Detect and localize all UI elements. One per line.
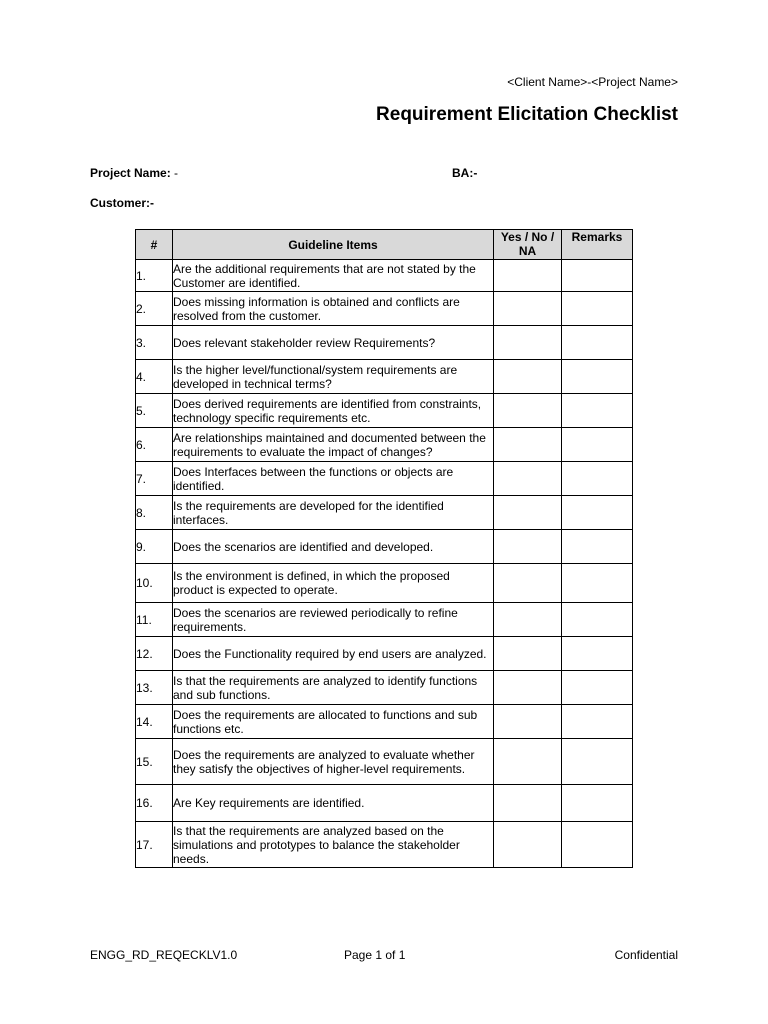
remarks-cell[interactable] [562, 530, 633, 564]
yes-no-na-cell[interactable] [494, 637, 562, 671]
remarks-cell[interactable] [562, 326, 633, 360]
yes-no-na-cell[interactable] [494, 428, 562, 462]
guideline-item: Does missing information is obtained and conflicts are resolved from the customer. [173, 292, 494, 326]
table-header-row [136, 230, 633, 260]
table-row [136, 462, 633, 496]
guideline-item: Is that the requirements are analyzed to identify functions and sub functions. [173, 671, 494, 705]
guideline-item: Is the requirements are developed for the identified interfaces. [173, 496, 494, 530]
guideline-item: Are Key requirements are identified. [173, 785, 494, 822]
table-row [136, 603, 633, 637]
project-name-label: Project Name: [90, 166, 171, 180]
row-number: 6. [136, 428, 173, 462]
row-number: 13. [136, 671, 173, 705]
page-number: Page 1 of 1 [344, 948, 406, 962]
row-number: 5. [136, 394, 173, 428]
remarks-cell[interactable] [562, 462, 633, 496]
remarks-cell[interactable] [562, 292, 633, 326]
table-row [136, 785, 633, 822]
guideline-item: Does the requirements are allocated to functions and sub functions etc. [173, 705, 494, 739]
guideline-item: Does the Functionality required by end users are analyzed. [173, 637, 494, 671]
remarks-cell[interactable] [562, 428, 633, 462]
table-row [136, 822, 633, 868]
row-number: 12. [136, 637, 173, 671]
column-header-remarks: Remarks [562, 230, 633, 260]
table-row [136, 530, 633, 564]
document-id: ENGG_RD_REQECKLV1.0 [90, 948, 238, 962]
table-row [136, 394, 633, 428]
row-number: 15. [136, 739, 173, 785]
customer-field [90, 196, 154, 210]
yes-no-na-cell[interactable] [494, 705, 562, 739]
yes-no-na-cell[interactable] [494, 739, 562, 785]
guideline-item: Does Interfaces between the functions or objects are identified. [173, 462, 494, 496]
yes-no-na-cell[interactable] [494, 822, 562, 868]
table-row [136, 360, 633, 394]
remarks-cell[interactable] [562, 637, 633, 671]
remarks-cell[interactable] [562, 360, 633, 394]
guideline-item: Is that the requirements are analyzed based on the simulations and prototypes to balance the stakeholder needs. [173, 822, 494, 868]
yes-no-na-cell[interactable] [494, 360, 562, 394]
row-number: 3. [136, 326, 173, 360]
table-row [136, 637, 633, 671]
row-number: 7. [136, 462, 173, 496]
row-number: 17. [136, 822, 173, 868]
table-row [136, 705, 633, 739]
remarks-cell[interactable] [562, 822, 633, 868]
guideline-item: Does the requirements are analyzed to evaluate whether they satisfy the objectives of higher-level requirements. [173, 739, 494, 785]
row-number: 8. [136, 496, 173, 530]
yes-no-na-cell[interactable] [494, 326, 562, 360]
column-header-number: # [136, 230, 173, 260]
yes-no-na-cell[interactable] [494, 394, 562, 428]
row-number: 4. [136, 360, 173, 394]
ba-field [452, 166, 477, 180]
project-name-value: - [174, 166, 179, 180]
guideline-item: Is the environment is defined, in which the proposed product is expected to operate. [173, 564, 494, 603]
remarks-cell[interactable] [562, 564, 633, 603]
table-row [136, 260, 633, 292]
row-number: 11. [136, 603, 173, 637]
yes-no-na-cell[interactable] [494, 496, 562, 530]
yes-no-na-cell[interactable] [494, 260, 562, 292]
table-row [136, 671, 633, 705]
guideline-item: Does the scenarios are identified and developed. [173, 530, 494, 564]
page-title: Requirement Elicitation Checklist [376, 104, 678, 125]
remarks-cell[interactable] [562, 260, 633, 292]
client-project-name: <Client Name>-<Project Name> [507, 75, 678, 89]
yes-no-na-cell[interactable] [494, 564, 562, 603]
remarks-cell[interactable] [562, 394, 633, 428]
table-row [136, 739, 633, 785]
yes-no-na-cell[interactable] [494, 785, 562, 822]
remarks-cell[interactable] [562, 739, 633, 785]
table-row [136, 564, 633, 603]
table-row [136, 326, 633, 360]
remarks-cell[interactable] [562, 785, 633, 822]
remarks-cell[interactable] [562, 496, 633, 530]
row-number: 10. [136, 564, 173, 603]
guideline-item: Does the scenarios are reviewed periodically to refine requirements. [173, 603, 494, 637]
row-number: 16. [136, 785, 173, 822]
guideline-item: Are relationships maintained and documented between the requirements to evaluate the impact of changes? [173, 428, 494, 462]
ba-label: BA:- [452, 166, 478, 180]
yes-no-na-cell[interactable] [494, 292, 562, 326]
yes-no-na-cell[interactable] [494, 530, 562, 564]
checklist-table [135, 229, 633, 868]
row-number: 1. [136, 260, 173, 292]
customer-label: Customer:- [90, 196, 155, 210]
column-header-guideline-items: Guideline Items [173, 230, 494, 260]
project-name-field [90, 166, 178, 180]
guideline-item: Does relevant stakeholder review Requirements? [173, 326, 494, 360]
remarks-cell[interactable] [562, 603, 633, 637]
table-row [136, 292, 633, 326]
guideline-item: Are the additional requirements that are not stated by the Customer are identified. [173, 260, 494, 292]
column-header-yes-no-na: Yes / No / NA [494, 230, 562, 260]
row-number: 9. [136, 530, 173, 564]
yes-no-na-cell[interactable] [494, 603, 562, 637]
yes-no-na-cell[interactable] [494, 671, 562, 705]
remarks-cell[interactable] [562, 705, 633, 739]
row-number: 2. [136, 292, 173, 326]
yes-no-na-cell[interactable] [494, 462, 562, 496]
table-row [136, 496, 633, 530]
remarks-cell[interactable] [562, 671, 633, 705]
guideline-item: Does derived requirements are identified from constraints, technology specific requirements etc. [173, 394, 494, 428]
confidentiality-label: Confidential [614, 948, 678, 962]
row-number: 14. [136, 705, 173, 739]
guideline-item: Is the higher level/functional/system requirements are developed in technical terms? [173, 360, 494, 394]
table-row [136, 428, 633, 462]
